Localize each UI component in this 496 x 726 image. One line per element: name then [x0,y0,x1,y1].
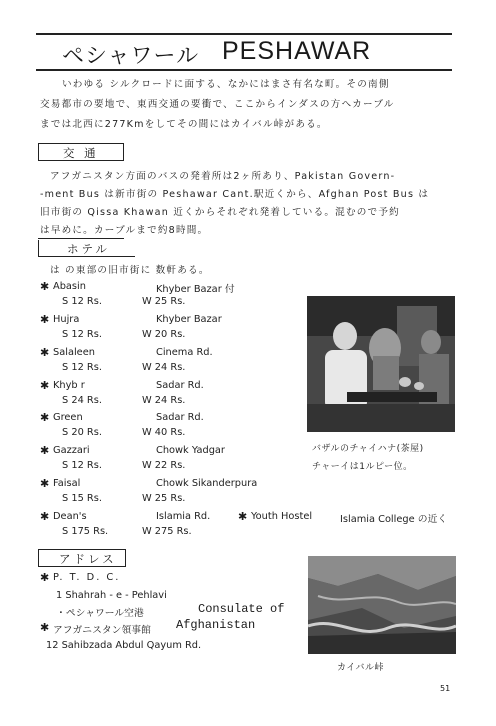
hotel-name: Khyb r [53,380,85,391]
bullet-icon: ✱ [40,379,50,392]
teahouse-photo-image [307,296,455,432]
bullet-icon: ✱ [40,346,50,359]
khyber-pass-photo-image [308,556,456,654]
transport-line-1: アフガニスタン方面のバスの発着所は2ヶ所あり、Pakistan Govern- [50,171,396,182]
transport-heading: 交 通 [63,146,99,160]
hotel-single-price: S 20 Rs. [62,427,102,438]
hotel-name: Green [53,412,83,423]
hotel-single-price: S 12 Rs. [62,296,102,307]
hotel-extra-location: Islamia College の近く [340,514,448,525]
transport-line-2: -ment Bus は新市街の Peshawar Cant.駅近くから、Afghan Post Bus は [40,189,430,200]
hotel-location: Cinema Rd. [156,347,213,358]
hotel-location: Sadar Rd. [156,412,204,423]
hotel-location: Chowk Sikanderpura [156,478,258,489]
hotel-twin-price: W 40 Rs. [142,427,186,438]
hotel-location: Sadar Rd. [156,380,204,391]
consulate-label-jp: アフガニスタン領事館 [53,625,151,636]
bullet-icon: ✱ [40,621,50,634]
hotels-intro: は の東部の旧市街に 数軒ある。 [50,265,210,276]
transport-line-4: は早めに。カーブルまで約8時間。 [40,225,209,236]
address-heading: アドレス [59,552,117,566]
hotel-twin-price: W 24 Rs. [142,362,186,373]
hotels-heading-box [38,240,135,257]
ptdc-label: P. T. D. C. [53,572,121,583]
hotel-location: Khyber Bazar 付 [156,284,235,295]
intro-line-2: 交易都市の要地で、東西交通の要衝で、ここからインダスの方へカーブル [40,99,395,110]
page-title-en: PESHAWAR [222,37,372,65]
hotel-single-price: S 12 Rs. [62,362,102,373]
address-heading-box [38,549,126,567]
hotel-twin-price: W 275 Rs. [142,526,192,537]
hotel-single-price: S 24 Rs. [62,395,102,406]
hotel-twin-price: W 24 Rs. [142,395,186,406]
hotel-twin-price: W 25 Rs. [142,493,186,504]
teahouse-caption-2: チャーイは1ルピー位。 [312,462,413,472]
khyber-pass-caption: カイバル峠 [337,663,385,673]
consulate-label-en: Consulate of [198,602,285,616]
bullet-icon: ✱ [40,510,50,523]
hotel-extra-name: Youth Hostel [251,511,313,522]
ptdc-address-2: ・ペシャワール空港 [56,608,144,619]
hotel-single-price: S 12 Rs. [62,460,102,471]
bullet-icon: ✱ [40,571,50,584]
bullet-icon: ✱ [40,477,50,490]
hotel-name: Hujra [53,314,80,325]
hotel-name: Dean's [53,511,87,522]
hotel-single-price: S 175 Rs. [62,526,109,537]
teahouse-photo [307,296,455,432]
hotel-single-price: S 12 Rs. [62,329,102,340]
bullet-icon: ✱ [238,510,248,523]
hotel-name: Abasin [53,281,86,292]
page-title-jp: ペシャワール [62,44,200,69]
hotel-location: Khyber Bazar [156,314,222,325]
consulate-label-en-2: Afghanistan [176,618,256,632]
bullet-icon: ✱ [40,444,50,457]
teahouse-caption: バザルのチャイハナ(茶屋) [312,444,424,454]
bullet-icon: ✱ [40,280,50,293]
hotels-heading-rule [38,238,124,239]
hotel-twin-price: W 22 Rs. [142,460,186,471]
page-title-box [36,33,452,71]
transport-heading-box [38,143,124,161]
bullet-icon: ✱ [40,313,50,326]
hotel-twin-price: W 20 Rs. [142,329,186,340]
hotel-location: Chowk Yadgar [156,445,225,456]
hotel-single-price: S 15 Rs. [62,493,102,504]
hotel-twin-price: W 25 Rs. [142,296,186,307]
bullet-icon: ✱ [40,411,50,424]
hotel-location: Islamia Rd. [156,511,211,522]
consulate-address: 12 Sahibzada Abdul Qayum Rd. [46,640,202,651]
page-number: 51 [440,684,451,693]
hotel-name: Gazzari [53,445,90,456]
intro-line-1: いわゆる シルクロードに面する、なかにはまさ有名な町。その南側 [62,79,390,90]
intro-line-3: までは北西に277Kmをしてその間にはカイバル峠がある。 [40,119,328,130]
transport-line-3: 旧市街の Qissa Khawan 近くからそれぞれ発着している。混むので予約 [40,207,400,218]
hotel-name: Faisal [53,478,81,489]
ptdc-address-1: 1 Shahrah - e - Pehlavi [56,590,167,601]
hotel-name: Salaleen [53,347,95,358]
hotels-heading: ホテル [67,242,110,256]
khyber-pass-photo [308,556,456,654]
